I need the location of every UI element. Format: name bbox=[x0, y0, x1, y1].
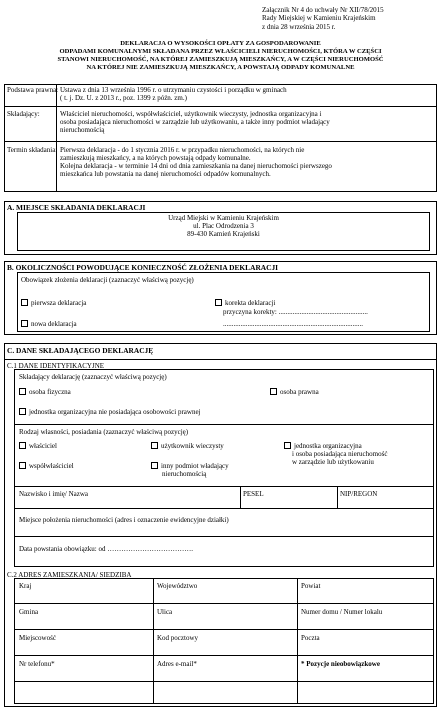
street-field[interactable]: Ulica bbox=[157, 608, 173, 616]
legal-person-checkbox[interactable] bbox=[270, 388, 277, 395]
postal-code-field[interactable]: Kod pocztowy bbox=[157, 634, 199, 642]
deadline-line-4: mieszkańca lub powstania na danej nieruchomości odpadów komunalnych. bbox=[60, 170, 271, 179]
co-owner-label: współwłaściciel bbox=[29, 462, 74, 470]
phone-field[interactable]: Nr telefonu* bbox=[19, 660, 55, 668]
correction-label: korekta deklaracji bbox=[225, 299, 276, 307]
section-c-title: C. DANE SKŁADAJĄCEGO DEKLARACJĘ bbox=[7, 346, 154, 355]
other-entity-checkbox[interactable] bbox=[151, 462, 158, 469]
post-office-field[interactable]: Poczta bbox=[301, 634, 320, 642]
section-a-title: A. MIEJSCE SKŁADANIA DEKLARACJI bbox=[7, 203, 146, 212]
c2-col-divider-2 bbox=[297, 578, 298, 704]
title-line-3: STANOWI NIERUCHOMOŚĆ, NA KTÓREJ ZAMIESZKUJĄ MIESZKAŃCY, A W CZĘŚCI NIERUCHOMOŚĆ bbox=[57, 56, 384, 64]
first-declaration-checkbox[interactable] bbox=[21, 299, 28, 306]
deadline-line-3: Kolejna deklaracja - w terminie 14 dni od dnia zamieszkania na danej nieruchomości pierwszego bbox=[60, 162, 332, 171]
other-entity-line-2: nieruchomością bbox=[162, 470, 207, 479]
pesel-nip-divider bbox=[337, 486, 338, 508]
deadline-text bbox=[60, 146, 435, 178]
section-a-address bbox=[17, 214, 430, 238]
org-unit-management-line-2: i osoba posiadająca nieruchomość bbox=[292, 450, 388, 459]
org-unit-option[interactable] bbox=[19, 408, 201, 416]
voivodeship-field[interactable]: Województwo bbox=[157, 582, 198, 590]
country-field[interactable]: Kraj bbox=[19, 582, 32, 590]
legal-person-label: osoba prawna bbox=[280, 388, 319, 396]
c2-title: C.2 ADRES ZAMIESZKANIA/ SIEDZIBA bbox=[7, 571, 132, 579]
title-line-4: NA KTÓREJ NIE ZAMIESZKUJĄ MIESZKAŃCY, A POWSTAJĄ ODPADY KOMUNALNE bbox=[86, 64, 355, 72]
legal-basis-line-1: Ustawa z dnia 13 września 1996 r. o utrzymaniu czystości i porządku w gminach bbox=[60, 86, 287, 94]
info-row-divider-2 bbox=[4, 141, 437, 142]
co-owner-option[interactable] bbox=[19, 462, 74, 470]
c2-col-divider-1 bbox=[153, 578, 154, 704]
form-title bbox=[4, 40, 437, 72]
correction-reason-dots: ................................................................................ bbox=[223, 320, 363, 328]
attachment-line-2: Rady Miejskiej w Kamieniu Krajeńskim bbox=[262, 14, 376, 23]
attachment-header bbox=[262, 6, 437, 31]
deadline-line-1: Pierwsza deklaracja - do 1 stycznia 2016 r. w przypadku nieruchomości, na których nie bbox=[60, 146, 305, 154]
org-unit-management-line-1: jednostka organizacyjna bbox=[294, 442, 362, 450]
city-field[interactable]: Miejscowość bbox=[19, 634, 56, 642]
natural-person-checkbox[interactable] bbox=[19, 388, 26, 395]
c2-row-divider-4 bbox=[14, 681, 434, 682]
submitter-label: Składający: bbox=[7, 110, 40, 118]
other-entity-option[interactable] bbox=[151, 462, 229, 478]
attachment-line-1: Załącznik Nr 4 do uchwały Nr XII/78/2015 bbox=[262, 6, 384, 14]
optional-note: * Pozycje nieobowiązkowe bbox=[301, 660, 380, 668]
section-c-divider bbox=[4, 359, 437, 360]
c1-divider-3 bbox=[14, 508, 434, 509]
title-line-1: DEKLARACJA O WYSOKOŚCI OPŁATY ZA GOSPODAROWANIE bbox=[120, 40, 321, 47]
legal-basis-text bbox=[60, 86, 435, 102]
new-declaration-label: nowa deklaracja bbox=[31, 320, 77, 328]
perpetual-user-checkbox[interactable] bbox=[151, 442, 158, 449]
other-entity-line-1: inny podmiot władający bbox=[161, 462, 229, 470]
new-declaration-option[interactable] bbox=[21, 320, 77, 328]
first-declaration-option[interactable] bbox=[21, 299, 86, 307]
c1-divider-1 bbox=[14, 424, 434, 425]
owner-label: właściciel bbox=[29, 442, 57, 450]
attachment-line-3: z dnia 28 września 2015 r. bbox=[262, 22, 336, 31]
submitter-line-3: nieruchomością bbox=[60, 126, 105, 135]
submitter-text bbox=[60, 110, 435, 134]
office-city: 89-430 Kamień Krajeński bbox=[187, 230, 260, 239]
pesel-label: PESEL bbox=[243, 490, 264, 498]
legal-basis-label: Podstawa prawna: bbox=[7, 86, 59, 94]
legal-basis-line-2: ( t. j. Dz. U. z 2013 r., poz. 1399 z późn. zm.) bbox=[60, 94, 187, 103]
ownership-type-label: Rodzaj własności, posiadania (zaznaczyć właściwą pozycję) bbox=[19, 428, 189, 436]
natural-person-label: osoba fizyczna bbox=[29, 388, 71, 396]
submitter-line-2: osoba posiadająca nieruchomości w zarządzie lub użytkowaniu, a także inny podmiot władający bbox=[60, 118, 330, 127]
location-label: Miejsce położenia nieruchomości (adres i oznaczenie ewidencyjne działki) bbox=[19, 516, 229, 524]
office-name: Urząd Miejski w Kamieniu Krajeńskim bbox=[168, 214, 279, 222]
new-declaration-checkbox[interactable] bbox=[21, 320, 28, 327]
legal-person-option[interactable] bbox=[270, 388, 319, 396]
c2-row-divider-3 bbox=[14, 655, 434, 656]
org-unit-management-option[interactable] bbox=[284, 442, 387, 466]
owner-checkbox[interactable] bbox=[19, 442, 26, 449]
info-row-divider-1 bbox=[4, 106, 437, 107]
section-b-title: B. OKOLICZNOŚCI POWODUJĄCE KONIECZNOŚĆ ZŁOŻENIA DEKLARACJI bbox=[7, 263, 279, 272]
correction-option[interactable] bbox=[215, 299, 275, 307]
title-line-2: ODPADAMI KOMUNALNYMI SKŁADANA PRZEZ WŁAŚCICIELI NIERUCHOMOŚCI, KTÓRA W CZĘŚCI bbox=[59, 48, 382, 56]
correction-checkbox[interactable] bbox=[215, 299, 222, 306]
org-unit-management-line-3: w zarządzie lub użytkowaniu bbox=[292, 458, 374, 467]
house-number-field[interactable]: Numer domu / Numer lokalu bbox=[301, 608, 383, 616]
district-field[interactable]: Powiat bbox=[301, 582, 321, 590]
org-unit-checkbox[interactable] bbox=[19, 408, 26, 415]
deadline-line-2: zamieszkują mieszkańcy, a na których powstają odpady komunalne. bbox=[60, 154, 251, 163]
c2-box bbox=[14, 578, 434, 704]
correction-reason: przyczyna korekty: ................................................... bbox=[223, 308, 368, 316]
submitter-type-label: Składający deklarację (zaznaczyć właściwą pozycję) bbox=[19, 373, 167, 381]
office-street: ul. Plac Odrodzenia 3 bbox=[193, 222, 254, 231]
obligation-date-field[interactable]: Data powstania obowiązku: od ………………………………. bbox=[19, 545, 194, 553]
perpetual-user-label: użytkownik wieczysty bbox=[161, 442, 224, 450]
c1-divider-2 bbox=[14, 486, 434, 487]
obligation-label: Obowiązek złożenia deklaracji (zaznaczyć właściwą pozycję) bbox=[21, 276, 194, 284]
name-label: Nazwisko i imię/ Nazwa bbox=[19, 490, 89, 498]
org-unit-management-checkbox[interactable] bbox=[284, 442, 291, 449]
info-divider bbox=[56, 84, 57, 192]
email-field[interactable]: Adres e-mail* bbox=[157, 660, 197, 668]
c2-row-divider-2 bbox=[14, 629, 434, 630]
perpetual-user-option[interactable] bbox=[151, 442, 224, 450]
co-owner-checkbox[interactable] bbox=[19, 462, 26, 469]
natural-person-option[interactable] bbox=[19, 388, 71, 396]
first-declaration-label: pierwsza deklaracja bbox=[31, 299, 87, 307]
deadline-label: Termin składania: bbox=[7, 146, 58, 154]
org-unit-label: jednostka organizacyjna nie posiadająca osobowości prawnej bbox=[29, 408, 201, 416]
name-pesel-divider bbox=[240, 486, 241, 508]
c2-row-divider-1 bbox=[14, 603, 434, 604]
owner-option[interactable] bbox=[19, 442, 57, 450]
c1-divider-4 bbox=[14, 536, 434, 537]
c1-title: C.1 DANE IDENTYFIKACYJNE bbox=[7, 362, 105, 370]
submitter-line-1: Właściciel nieruchomości, współwłaściciel, użytkownik wieczysty, jednostka organizacyjna i bbox=[60, 110, 322, 118]
commune-field[interactable]: Gmina bbox=[19, 608, 39, 616]
nip-label: NIP/REGON bbox=[340, 490, 378, 498]
